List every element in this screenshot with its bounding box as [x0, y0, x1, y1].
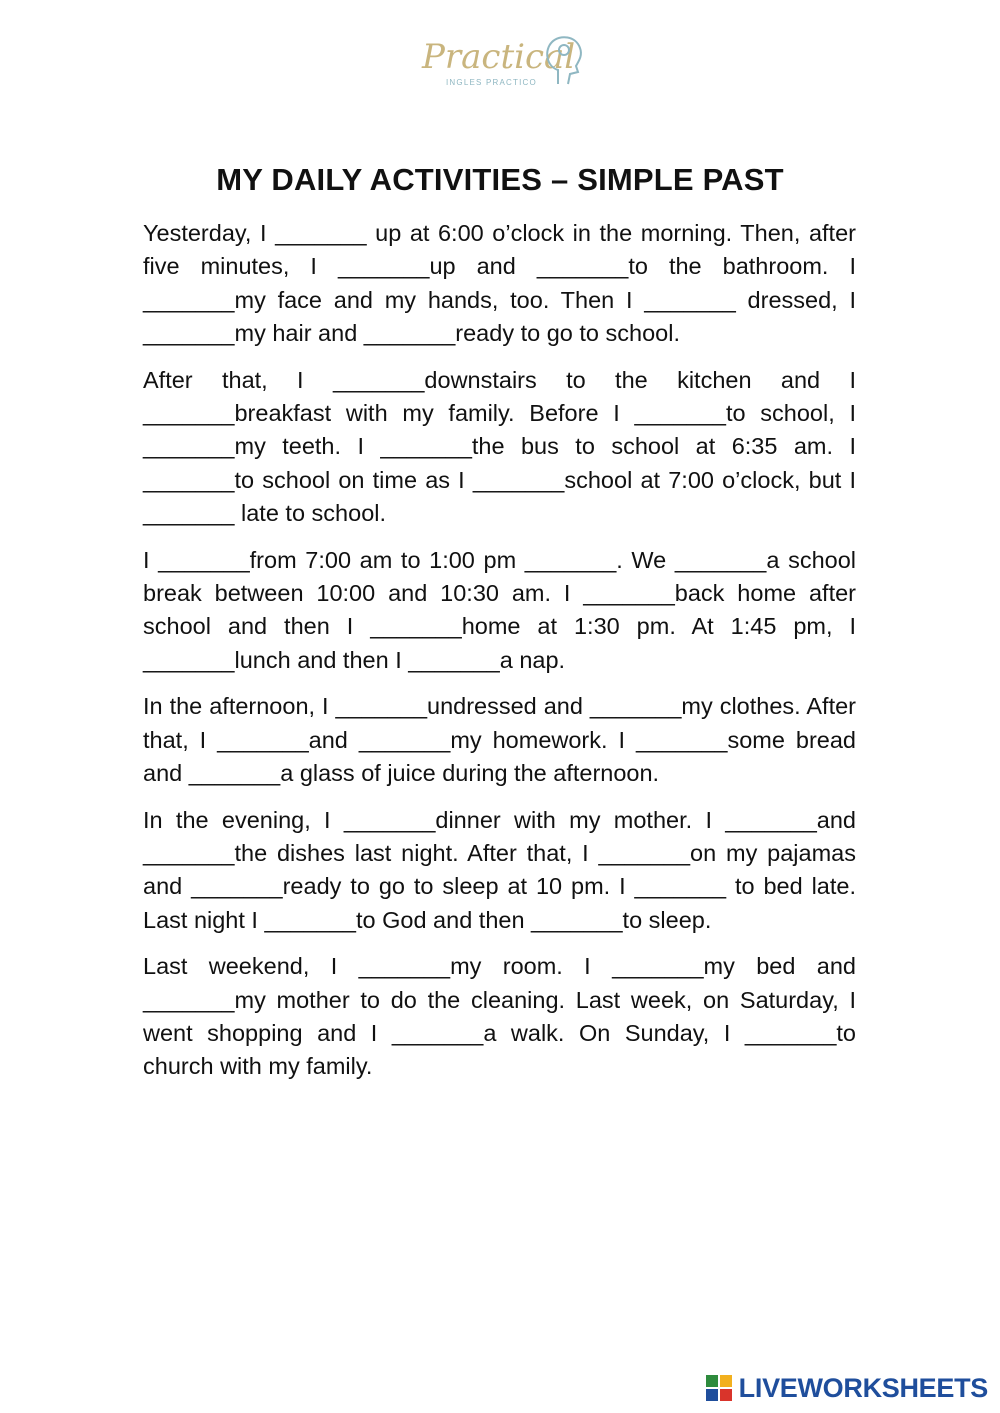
paragraph-afternoon: In the afternoon, I _______undressed and _______my clothes. After that, I _______and _______my homework. I _______some bread and _______a glass of juice during the afternoon. — [143, 693, 856, 787]
paragraph-school: I _______from 7:00 am to 1:00 pm _______. We _______a school break between 10:00 and 10:30 am. I _______back home after school and then I _______home at 1:30 pm. At 1:45 pm, I _______lunch and then I _______a nap. — [143, 546, 856, 673]
worksheet-body — [143, 217, 856, 1097]
liveworksheets-brand — [705, 1371, 988, 1405]
paragraph-evening: In the evening, I _______dinner with my mother. I _______and _______the dishes last night. After that, I _______on my pajamas and _______ready to go to sleep at 10 pm. I _______ to bed late. Last night I _______to God and then _______to sleep. — [143, 806, 856, 933]
page-title: MY DAILY ACTIVITIES – SIMPLE PAST — [216, 162, 784, 197]
liveworksheets-logo-icon — [705, 1374, 733, 1402]
logo-tagline: INGLES PRACTICO — [446, 78, 537, 87]
practical-logo — [418, 22, 588, 94]
paragraph-breakfast: After that, I _______downstairs to the kitchen and I _______breakfast with my family. Before I _______to school, I _______my teeth. I _______the bus to school at 6:35 am. I _______to school on time as I _______school at 7:00 o’clock, but I _______ late to school. — [143, 366, 856, 527]
liveworksheets-wordmark: LIVEWORKSHEETS — [738, 1372, 988, 1403]
logo-graphic — [418, 22, 588, 94]
logo-script: Practical — [422, 37, 576, 77]
paragraph-morning: Yesterday, I _______ up at 6:00 o’clock in the morning. Then, after five minutes, I _______up and _______to the bathroom. I _______my face and my hands, too. Then I _______ dressed, I _______my hair and _______ready to go to school. — [143, 220, 856, 347]
paragraph-weekend: Last weekend, I _______my room. I _______my bed and _______my mother to do the cleaning. Last week, on Saturday, I went shopping and I _______a walk. On Sunday, I _______to church with my family. — [143, 953, 856, 1080]
